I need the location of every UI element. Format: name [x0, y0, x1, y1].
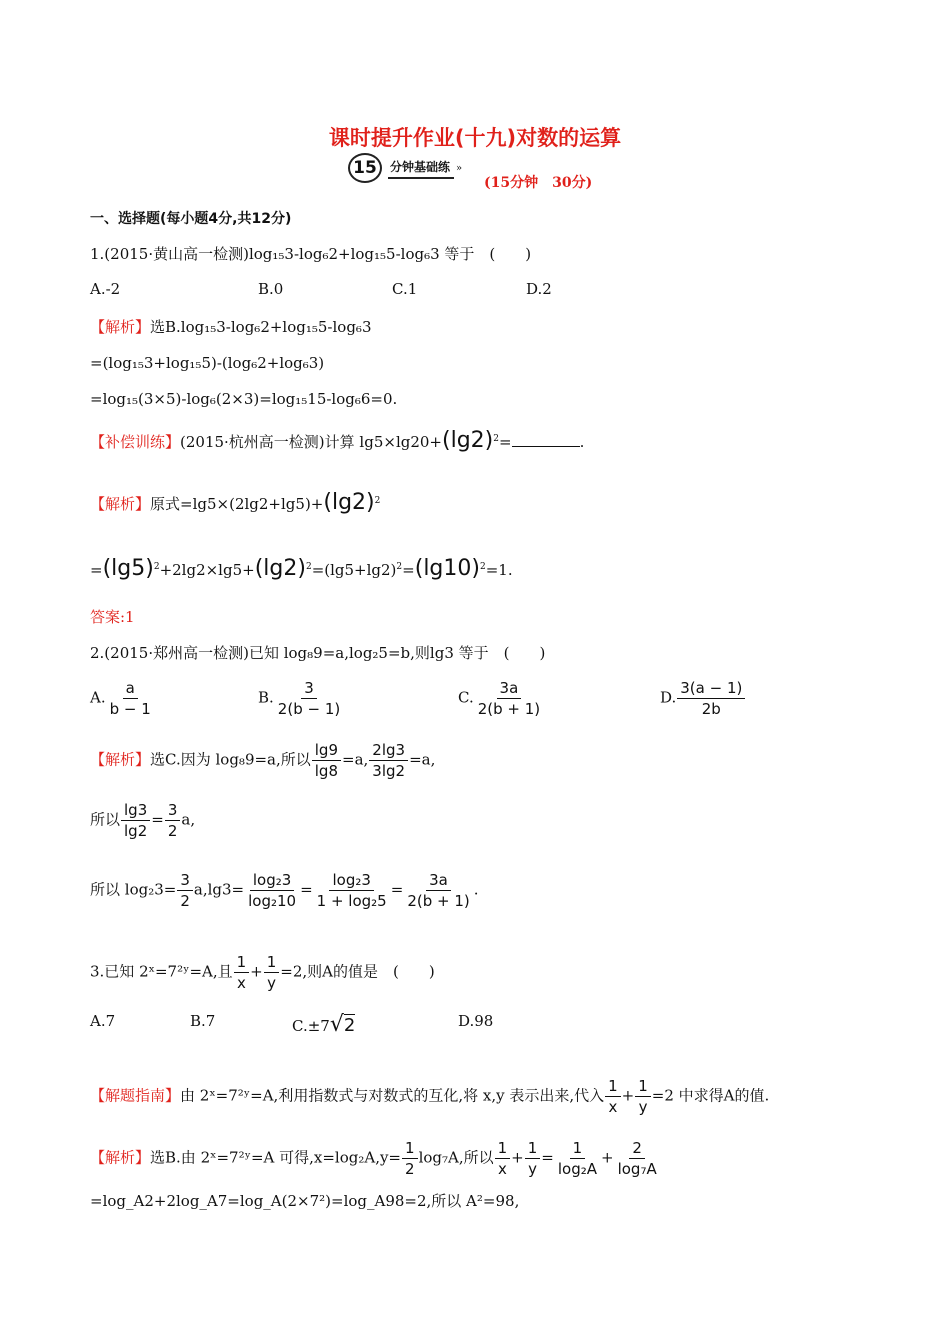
- q1-option-a: A.-2: [90, 280, 121, 298]
- bc-stem: 【补偿训练】(2015·杭州高一检测)计算 $\lg 5\times\lg 20+(\lg 2)^2=$ .: [90, 428, 585, 453]
- section-heading: 一、选择题(每小题4分,共12分): [90, 211, 292, 227]
- q3-solution-line1: 【解析】选B.由 2ˣ=7²ʸ=A 可得,x=log₂A,y= $\frac{1}{2}$ log₇A,所以 $\frac{1}{x}$ + $\frac{1}{y}$ = $\frac{1}{\text{log₂A}}$ + $\frac{2}{\text{log₇A}}$: [90, 1139, 657, 1178]
- q3-option-d: D.98: [458, 1012, 494, 1030]
- q3-option-a: A.7: [90, 1012, 116, 1030]
- timing-note: (15分钟 30分): [484, 175, 593, 191]
- q2-stem: 2.(2015·郑州高一检测)已知 log₈9=a,log₂5=b,则lg3 等于 ( ): [90, 644, 546, 662]
- q2-option-a: A. $\frac{a}{b - 1}$: [90, 679, 151, 718]
- q1-option-c: C.1: [392, 280, 418, 298]
- badge-number: 15: [348, 153, 382, 183]
- q3-guide: 【解题指南】由 2ˣ=7²ʸ=A,利用指数式与对数式的互化,将 x,y 表示出来,代入 $\frac{1}{x}$ + $\frac{1}{y}$ =2 中求得A的值.: [90, 1077, 770, 1116]
- badge-text: 分钟基础练: [388, 158, 454, 179]
- q1-stem: 1.(2015·黄山高一检测)log₁₅3-log₆2+log₁₅5-log₆3 等于 ( ): [90, 245, 532, 263]
- q2-option-b: B. $\frac{3}{2(b - 1)}$: [258, 679, 341, 718]
- q3-option-c: C.±7√2: [292, 1012, 356, 1037]
- q1-solution-line3: =log₁₅(3×5)-log₆(2×3)=log₁₅15-log₆6=0.: [90, 390, 398, 408]
- answer-blank[interactable]: [512, 432, 580, 447]
- bc-answer: 答案:1: [90, 608, 135, 626]
- q3-solution-line2: =log_A2+2log_A7=log_A(2×7²)=log_A98=2,所以 A²=98,: [90, 1192, 520, 1210]
- q1-solution-line1: 【解析】选B.log₁₅3-log₆2+log₁₅5-log₆3: [90, 318, 372, 336]
- q2-solution-line2: 所以 $\frac{\lg 3}{\lg 2}$ = $\frac{3}{2}$ a,: [90, 801, 196, 840]
- bc-solution-line1: 【解析】原式$=\lg 5\times(2\lg 2+\lg 5)+(\lg 2)^2$: [90, 490, 381, 515]
- q3-stem: 3.已知 2ˣ=7²ʸ=A,且 $\frac{1}{x}$ + $\frac{1}{y}$ =2,则A的值是 ( ): [90, 953, 435, 992]
- section-badge: [348, 154, 462, 182]
- tag-zhinan: 【解题指南】: [90, 1086, 181, 1105]
- bc-solution-line2: $=(\lg 5)^2+2\lg 2\times\lg 5+(\lg 2)^2=(\lg 5+\lg 2)^2=(\lg 10)^2=1$.: [90, 556, 513, 581]
- page-title: 课时提升作业(十九)对数的运算: [328, 126, 622, 150]
- sqrt-icon: √: [329, 1012, 344, 1037]
- q1-option-b: B.0: [258, 280, 284, 298]
- q2-option-d: D. $\frac{3(a - 1)}{2b}$: [660, 678, 746, 719]
- q2-solution-line3: 所以 log₂3= $\frac{3}{2}$ a,lg3= $\frac{\text{log₂3}}{\text{log₂10}}$ = $\frac{\text{log₂3}}{\text{1 + log₂5}}$ = $\frac{3a}{2(b + 1)}$ .: [90, 871, 479, 910]
- q1-option-d: D.2: [526, 280, 552, 298]
- chevron-right-icon: »: [456, 162, 463, 174]
- q2-solution-line1: 【解析】选C.因为 log₈9=a,所以 $\frac{\lg 9}{\lg 8}$ =a, $\frac{2\lg 3}{3\lg 2}$ =a,: [90, 741, 436, 780]
- tag-buchang: 【补偿训练】: [90, 433, 181, 451]
- q2-option-c: C. $\frac{3a}{2(b + 1)}$: [458, 679, 541, 718]
- q3-option-b: B.7: [190, 1012, 216, 1030]
- tag-jiexi: 【解析】: [90, 318, 151, 336]
- q1-solution-line2: =(log₁₅3+log₁₅5)-(log₆2+log₆3): [90, 354, 325, 372]
